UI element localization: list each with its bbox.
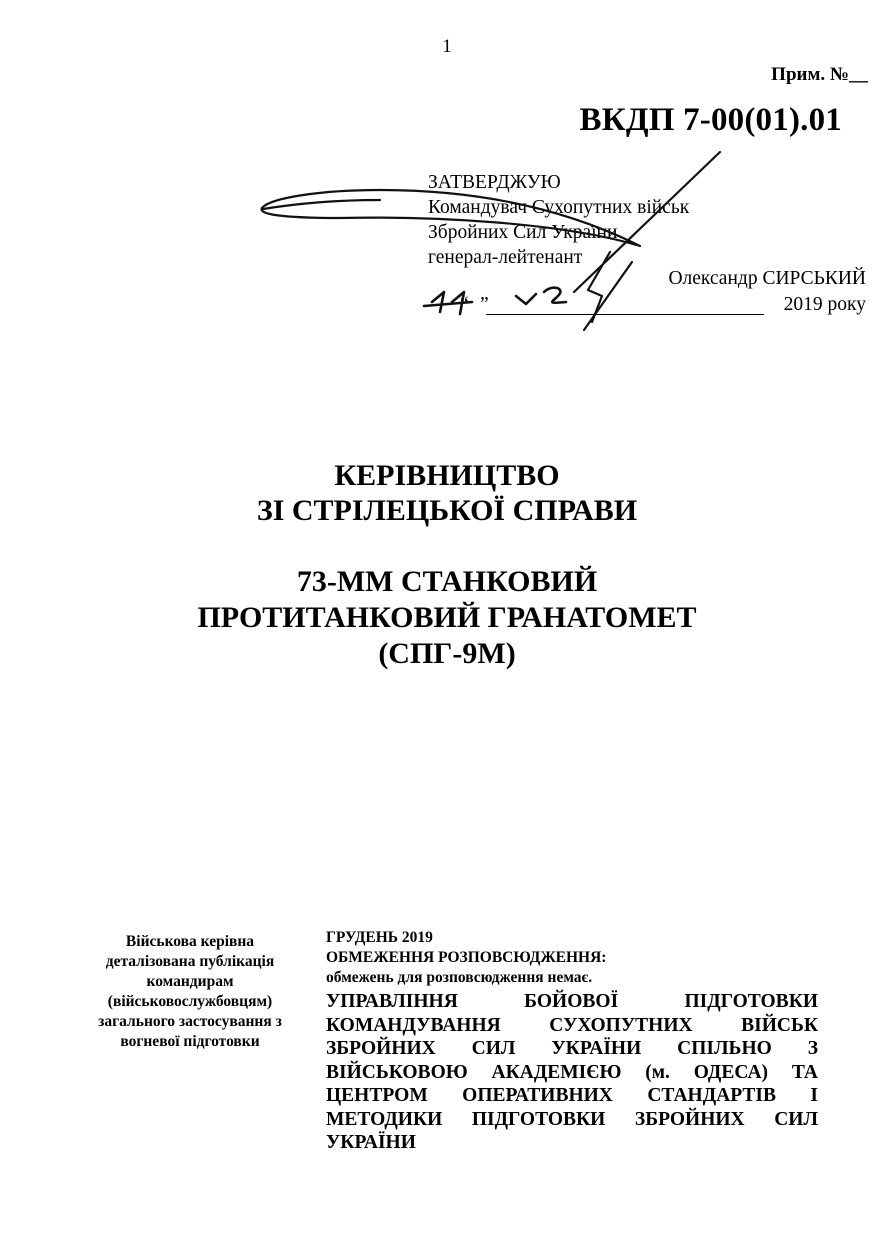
approver-position: Командувач Сухопутних військ [428, 197, 690, 218]
signature-loop-stroke [262, 190, 640, 246]
signature-tail-stroke [588, 252, 610, 322]
quote-open: “ [460, 294, 469, 315]
day-digit-1 [432, 292, 444, 312]
publication-type-line: Військова керівна [125, 933, 255, 950]
approval-heading: ЗАТВЕРДЖУЮ [428, 172, 561, 193]
signature-inner-stroke [263, 200, 380, 209]
page-number: 1 [442, 36, 452, 57]
restriction-label: ОБМЕЖЕННЯ РОЗПОВСЮДЖЕННЯ: [326, 949, 607, 966]
approval-year: 2019 року [783, 294, 866, 315]
handwritten-signature [0, 0, 894, 340]
publication-type-line: командирам [146, 973, 234, 990]
publication-type-line: загального застосування з [98, 1013, 282, 1030]
publication-type [78, 932, 302, 1052]
publication-details [326, 928, 818, 1155]
approver-name: Олександр СИРСЬКИЙ [668, 268, 866, 289]
approver-organization: Збройних Сил України [428, 222, 618, 243]
copy-number: Прим. №__ [771, 64, 868, 85]
subtitle-line-3: (СПГ-9М) [378, 637, 516, 670]
restriction-value: обмежень для розповсюдження немає. [326, 969, 593, 986]
document-subtitle [0, 564, 894, 672]
document-code: ВКДП 7-00(01).01 [579, 102, 842, 138]
publication-type-line: (військовослужбовцям) [107, 993, 273, 1010]
publication-type-line: вогневої підготовки [120, 1033, 260, 1050]
title-line-2: ЗІ СТРІЛЕЦЬКОЇ СПРАВИ [256, 494, 638, 527]
month-digit-2 [544, 288, 566, 303]
publishing-organization: УПРАВЛІННЯ БОЙОВОЇ ПІДГОТОВКИ КОМАНДУВАННЯ СУХОПУТНИХ ВІЙСЬК ЗБРОЙНИХ СИЛ УКРАЇНИ СПІЛЬНО З ВІЙСЬКОВОЮ АКАДЕМІЄЮ (м. ОДЕСА) ТА ЦЕНТРОМ ОПЕРАТИВНИХ СТАНДАРТІВ І МЕТОДИКИ ПІДГОТОВКИ ЗБРОЙНИХ СИЛ УКРАЇНИ [326, 991, 818, 1153]
month-digit-1 [516, 294, 536, 304]
approver-rank: генерал-лейтенант [428, 247, 583, 268]
subtitle-line-2: ПРОТИТАНКОВИЙ ГРАНАТОМЕТ [197, 601, 697, 634]
handwritten-date [424, 288, 566, 314]
signature-long-stroke [574, 152, 720, 292]
quote-close: ” [480, 294, 489, 315]
document-title [0, 458, 894, 528]
title-line-1: КЕРІВНИЦТВО [334, 459, 560, 492]
signature-cross-stroke [584, 262, 632, 330]
subtitle-line-1: 73-ММ СТАНКОВИЙ [296, 565, 598, 598]
publication-date: ГРУДЕНЬ 2019 [326, 929, 433, 946]
publication-type-line: деталізована публікація [105, 953, 275, 970]
